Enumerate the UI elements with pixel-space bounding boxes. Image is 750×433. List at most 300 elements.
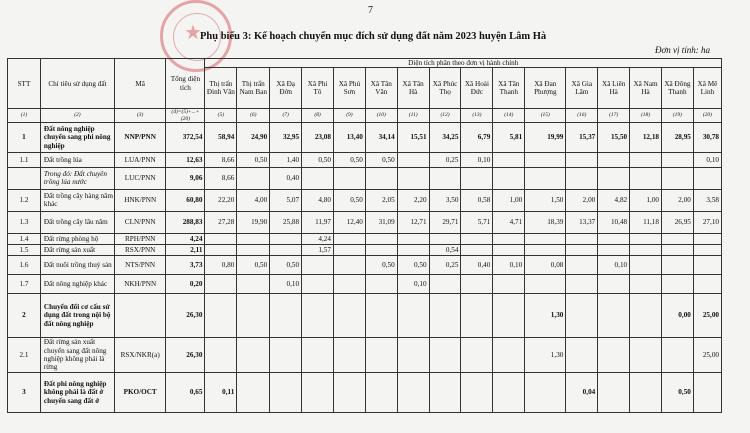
row-value: 11,97 bbox=[302, 211, 334, 233]
row-value bbox=[365, 293, 397, 337]
row-value bbox=[397, 372, 429, 412]
row-value: 0,10 bbox=[598, 255, 630, 274]
row-value bbox=[461, 274, 493, 293]
row-value: 29,71 bbox=[429, 211, 461, 233]
row-value bbox=[302, 293, 334, 337]
row-value bbox=[598, 167, 630, 189]
row-value bbox=[270, 233, 302, 244]
row-value: 0,50 bbox=[397, 255, 429, 274]
table-row bbox=[8, 167, 722, 189]
row-value bbox=[333, 244, 365, 255]
index-cell: (3) bbox=[114, 109, 165, 123]
header-unit: Xã Tân Thanh bbox=[493, 68, 525, 109]
row-value: 0,50 bbox=[662, 372, 694, 412]
row-value: 5,07 bbox=[270, 189, 302, 211]
index-cell: (14) bbox=[493, 109, 525, 123]
row-value bbox=[302, 337, 334, 372]
row-value bbox=[662, 167, 694, 189]
row-value bbox=[302, 255, 334, 274]
row-value bbox=[365, 274, 397, 293]
index-cell: (13) bbox=[461, 109, 493, 123]
table-row bbox=[8, 211, 722, 233]
row-value bbox=[598, 233, 630, 244]
table-row bbox=[8, 189, 722, 211]
row-value bbox=[662, 152, 694, 167]
index-cell: (7) bbox=[270, 109, 302, 123]
row-code: RPH/PNN bbox=[114, 233, 165, 244]
row-code: LUA/PNN bbox=[114, 152, 165, 167]
table-row bbox=[8, 372, 722, 412]
row-stt: 1.2 bbox=[8, 189, 41, 211]
row-name: Đất nông nghiệp khác bbox=[40, 274, 114, 293]
row-value: 8,66 bbox=[205, 152, 237, 167]
row-value bbox=[566, 337, 598, 372]
row-value: 34,14 bbox=[365, 122, 397, 152]
header-unit: Xã Đan Phượng bbox=[525, 68, 566, 109]
row-value: 2,20 bbox=[397, 189, 429, 211]
row-value: 58,94 bbox=[205, 122, 237, 152]
row-value: 0,04 bbox=[566, 372, 598, 412]
row-value bbox=[205, 293, 237, 337]
row-value: 31,09 bbox=[365, 211, 397, 233]
row-code: NTS/PNN bbox=[114, 255, 165, 274]
row-value: 22,20 bbox=[205, 189, 237, 211]
row-value bbox=[429, 293, 461, 337]
index-cell: (18) bbox=[630, 109, 662, 123]
row-value bbox=[493, 167, 525, 189]
row-value bbox=[237, 244, 270, 255]
row-name: Trong đó: Đất chuyên trồng lúa nước bbox=[40, 167, 114, 189]
row-value: 4,82 bbox=[598, 189, 630, 211]
row-value: 0,40 bbox=[270, 167, 302, 189]
row-value: 1,40 bbox=[270, 152, 302, 167]
row-value bbox=[566, 255, 598, 274]
header-unit: Xã Nam Hà bbox=[630, 68, 662, 109]
row-name: Đất trồng cây lâu năm bbox=[40, 211, 114, 233]
row-value bbox=[525, 233, 566, 244]
row-value bbox=[333, 293, 365, 337]
row-name: Đất rừng sản xuất chuyển sang đất nông nghiệp không phải là rừng bbox=[40, 337, 114, 372]
row-value: 0,08 bbox=[525, 255, 566, 274]
row-value bbox=[693, 274, 721, 293]
row-value bbox=[302, 167, 334, 189]
row-value bbox=[397, 293, 429, 337]
header-unit: Xã Mê Linh bbox=[693, 68, 721, 109]
row-value bbox=[525, 372, 566, 412]
document-title: Phụ biểu 3: Kế hoạch chuyển mục đích sử dụng đất năm 2023 huyện Lâm Hà bbox=[200, 31, 547, 42]
row-value: 0,50 bbox=[365, 255, 397, 274]
unit-label: Đơn vị tính: ha bbox=[654, 45, 710, 55]
index-cell: (17) bbox=[598, 109, 630, 123]
row-value bbox=[598, 337, 630, 372]
index-cell: (8) bbox=[302, 109, 334, 123]
row-value: 3,50 bbox=[429, 189, 461, 211]
row-value bbox=[630, 337, 662, 372]
row-value bbox=[205, 274, 237, 293]
row-value: 25,00 bbox=[693, 337, 721, 372]
row-name: Đất nuôi trồng thuỷ sản bbox=[40, 255, 114, 274]
index-cell: (11) bbox=[397, 109, 429, 123]
row-value: 0,25 bbox=[429, 152, 461, 167]
row-value bbox=[461, 293, 493, 337]
row-value: 10,48 bbox=[598, 211, 630, 233]
row-value: 26,95 bbox=[662, 211, 694, 233]
row-value bbox=[461, 372, 493, 412]
row-value bbox=[662, 255, 694, 274]
row-value: 2,00 bbox=[662, 189, 694, 211]
row-value: 1,00 bbox=[493, 189, 525, 211]
row-code: RSX/NKR(a) bbox=[114, 337, 165, 372]
table-row bbox=[8, 233, 722, 244]
row-value bbox=[237, 233, 270, 244]
row-value: 12,71 bbox=[397, 211, 429, 233]
row-name: Đất trồng lúa bbox=[40, 152, 114, 167]
row-value bbox=[598, 372, 630, 412]
row-value: 0,40 bbox=[461, 255, 493, 274]
row-value: 3,58 bbox=[693, 189, 721, 211]
row-value: 0,50 bbox=[333, 189, 365, 211]
row-stt: 1.4 bbox=[8, 233, 41, 244]
row-value bbox=[302, 372, 334, 412]
row-value bbox=[630, 274, 662, 293]
row-value: 0,10 bbox=[693, 152, 721, 167]
row-value bbox=[205, 337, 237, 372]
header-unit: Xã Phúc Thọ bbox=[429, 68, 461, 109]
header-indicator: Chỉ tiêu sử dụng đất bbox=[40, 59, 114, 109]
row-value bbox=[270, 293, 302, 337]
row-value: 0,25 bbox=[429, 255, 461, 274]
row-value: 32,95 bbox=[270, 122, 302, 152]
row-value bbox=[333, 167, 365, 189]
table-row bbox=[8, 337, 722, 372]
row-code bbox=[114, 293, 165, 337]
row-value: 0,00 bbox=[662, 293, 694, 337]
row-value bbox=[693, 167, 721, 189]
row-value bbox=[662, 244, 694, 255]
row-stt: 1.7 bbox=[8, 274, 41, 293]
row-total: 9,06 bbox=[166, 167, 205, 189]
row-total: 26,30 bbox=[166, 337, 205, 372]
row-code: PKO/OCT bbox=[114, 372, 165, 412]
row-value: 0,80 bbox=[205, 255, 237, 274]
row-stt: 3 bbox=[8, 372, 41, 412]
table-row bbox=[8, 122, 722, 152]
header-unit: Xã Hoài Đức bbox=[461, 68, 493, 109]
row-value bbox=[461, 337, 493, 372]
row-value bbox=[630, 372, 662, 412]
table-row bbox=[8, 244, 722, 255]
row-value bbox=[525, 152, 566, 167]
header-unit: Xã Liên Hà bbox=[598, 68, 630, 109]
index-cell: (12) bbox=[429, 109, 461, 123]
header-unit: Xã Đạ Đờn bbox=[270, 68, 302, 109]
row-value bbox=[461, 244, 493, 255]
row-value: 1,30 bbox=[525, 337, 566, 372]
row-value bbox=[333, 255, 365, 274]
row-value bbox=[493, 293, 525, 337]
row-value: 25,00 bbox=[693, 293, 721, 337]
row-value: 24,90 bbox=[237, 122, 270, 152]
row-total: 288,83 bbox=[166, 211, 205, 233]
row-value: 34,25 bbox=[429, 122, 461, 152]
row-value: 11,18 bbox=[630, 211, 662, 233]
row-total: 60,80 bbox=[166, 189, 205, 211]
row-value: 30,78 bbox=[693, 122, 721, 152]
row-value bbox=[270, 337, 302, 372]
row-name: Đất nông nghiệp chuyển sang phi nông nghiệp bbox=[40, 122, 114, 152]
row-value bbox=[630, 293, 662, 337]
header-group: Diện tích phân theo đơn vị hành chính bbox=[205, 59, 722, 68]
row-value: 1,30 bbox=[525, 293, 566, 337]
row-code: CLN/PNN bbox=[114, 211, 165, 233]
row-value bbox=[693, 244, 721, 255]
row-value bbox=[333, 337, 365, 372]
row-value bbox=[365, 372, 397, 412]
row-value bbox=[493, 337, 525, 372]
row-stt: 1.1 bbox=[8, 152, 41, 167]
row-value bbox=[397, 167, 429, 189]
row-stt: 2 bbox=[8, 293, 41, 337]
row-value: 0,54 bbox=[429, 244, 461, 255]
row-value bbox=[493, 152, 525, 167]
row-value bbox=[270, 244, 302, 255]
row-stt: 1 bbox=[8, 122, 41, 152]
row-value: 0,11 bbox=[205, 372, 237, 412]
row-value bbox=[566, 274, 598, 293]
row-value: 12,40 bbox=[333, 211, 365, 233]
row-value: 4,80 bbox=[302, 189, 334, 211]
row-value bbox=[205, 233, 237, 244]
row-value: 0,50 bbox=[237, 255, 270, 274]
row-value bbox=[237, 293, 270, 337]
row-value: 1,57 bbox=[302, 244, 334, 255]
row-value bbox=[429, 233, 461, 244]
row-value bbox=[693, 233, 721, 244]
header-stt: STT bbox=[8, 59, 41, 109]
row-value: 0,50 bbox=[302, 152, 334, 167]
row-value: 0,50 bbox=[365, 152, 397, 167]
row-value bbox=[598, 293, 630, 337]
table-row bbox=[8, 293, 722, 337]
row-value bbox=[598, 274, 630, 293]
row-value: 0,10 bbox=[270, 274, 302, 293]
row-value: 8,66 bbox=[205, 167, 237, 189]
row-value bbox=[333, 233, 365, 244]
row-value: 18,39 bbox=[525, 211, 566, 233]
header-unit: Xã Tân Văn bbox=[365, 68, 397, 109]
row-value: 27,28 bbox=[205, 211, 237, 233]
row-value bbox=[493, 274, 525, 293]
row-value bbox=[333, 274, 365, 293]
row-code: NKH/PNN bbox=[114, 274, 165, 293]
row-value: 19,90 bbox=[237, 211, 270, 233]
row-total: 12,63 bbox=[166, 152, 205, 167]
row-value: 0,10 bbox=[493, 255, 525, 274]
index-cell: (4)=(5)+...+(20) bbox=[166, 109, 205, 123]
row-value bbox=[429, 372, 461, 412]
row-value bbox=[270, 372, 302, 412]
row-value bbox=[397, 233, 429, 244]
row-value bbox=[693, 372, 721, 412]
land-use-table bbox=[7, 58, 722, 413]
row-value: 5,71 bbox=[461, 211, 493, 233]
index-cell: (16) bbox=[566, 109, 598, 123]
header-total: Tổng diện tích bbox=[166, 59, 205, 109]
row-name: Đất rừng phòng hộ bbox=[40, 233, 114, 244]
row-value bbox=[566, 244, 598, 255]
row-value: 15,50 bbox=[598, 122, 630, 152]
row-value bbox=[493, 244, 525, 255]
index-cell: (2) bbox=[40, 109, 114, 123]
header-unit: Xã Phi Tô bbox=[302, 68, 334, 109]
row-name: Chuyển đổi cơ cấu sử dụng đất trong nội bộ đất nông nghiệp bbox=[40, 293, 114, 337]
row-value bbox=[365, 244, 397, 255]
table-row bbox=[8, 255, 722, 274]
index-cell: (5) bbox=[205, 109, 237, 123]
row-value bbox=[365, 337, 397, 372]
row-value bbox=[566, 167, 598, 189]
header-row bbox=[8, 59, 722, 68]
row-total: 372,54 bbox=[166, 122, 205, 152]
row-value bbox=[630, 233, 662, 244]
row-total: 0,65 bbox=[166, 372, 205, 412]
row-value: 0,10 bbox=[461, 152, 493, 167]
row-value: 15,51 bbox=[397, 122, 429, 152]
row-value: 4,00 bbox=[237, 189, 270, 211]
index-cell: (10) bbox=[365, 109, 397, 123]
header-unit: Xã Tân Hà bbox=[397, 68, 429, 109]
row-code: RSX/PNN bbox=[114, 244, 165, 255]
row-stt: 2.1 bbox=[8, 337, 41, 372]
header-unit: Thị trấn Đinh Văn bbox=[205, 68, 237, 109]
row-value bbox=[630, 152, 662, 167]
row-value bbox=[429, 337, 461, 372]
row-value bbox=[630, 255, 662, 274]
row-value bbox=[598, 244, 630, 255]
row-value: 25,88 bbox=[270, 211, 302, 233]
index-cell: (1) bbox=[8, 109, 41, 123]
row-value bbox=[333, 372, 365, 412]
row-value: 2,05 bbox=[365, 189, 397, 211]
row-value: 13,40 bbox=[333, 122, 365, 152]
row-value: 2,00 bbox=[566, 189, 598, 211]
row-value bbox=[693, 255, 721, 274]
row-value: 0,10 bbox=[397, 274, 429, 293]
row-value bbox=[662, 337, 694, 372]
table-row bbox=[8, 274, 722, 293]
row-value bbox=[525, 244, 566, 255]
index-cell: (6) bbox=[237, 109, 270, 123]
row-value bbox=[237, 337, 270, 372]
row-value bbox=[397, 152, 429, 167]
row-value bbox=[237, 167, 270, 189]
row-total: 4,24 bbox=[166, 233, 205, 244]
index-cell: (9) bbox=[333, 109, 365, 123]
row-value bbox=[566, 293, 598, 337]
row-value: 19,99 bbox=[525, 122, 566, 152]
row-value: 0,50 bbox=[270, 255, 302, 274]
row-name: Đất rừng sản xuất bbox=[40, 244, 114, 255]
row-value: 15,37 bbox=[566, 122, 598, 152]
row-value bbox=[662, 274, 694, 293]
row-value: 27,10 bbox=[693, 211, 721, 233]
row-value bbox=[237, 372, 270, 412]
row-value bbox=[566, 152, 598, 167]
row-value: 1,50 bbox=[525, 189, 566, 211]
row-stt: 1.5 bbox=[8, 244, 41, 255]
row-name: Đất trồng cây hàng năm khác bbox=[40, 189, 114, 211]
row-value bbox=[461, 167, 493, 189]
row-value: 0,58 bbox=[461, 189, 493, 211]
row-code: LUC/PNN bbox=[114, 167, 165, 189]
header-unit: Thị trấn Nam Ban bbox=[237, 68, 270, 109]
row-value bbox=[630, 244, 662, 255]
row-value bbox=[493, 372, 525, 412]
row-value: 28,95 bbox=[662, 122, 694, 152]
row-value bbox=[237, 274, 270, 293]
header-unit: Xã Gia Lâm bbox=[566, 68, 598, 109]
row-total: 2,11 bbox=[166, 244, 205, 255]
row-value bbox=[566, 233, 598, 244]
index-cell: (20) bbox=[693, 109, 721, 123]
row-stt: 1.6 bbox=[8, 255, 41, 274]
header-code: Mã bbox=[114, 59, 165, 109]
row-name: Đất phi nông nghiệp không phải là đất ở chuyển sang đất ở bbox=[40, 372, 114, 412]
row-total: 0,20 bbox=[166, 274, 205, 293]
row-value bbox=[525, 274, 566, 293]
row-code: HNK/PNN bbox=[114, 189, 165, 211]
page-number: 7 bbox=[368, 5, 373, 16]
row-value bbox=[662, 233, 694, 244]
row-value: 0,50 bbox=[333, 152, 365, 167]
row-total: 26,30 bbox=[166, 293, 205, 337]
row-total: 3,73 bbox=[166, 255, 205, 274]
row-stt bbox=[8, 167, 41, 189]
row-value bbox=[429, 274, 461, 293]
index-cell: (15) bbox=[525, 109, 566, 123]
row-value bbox=[365, 233, 397, 244]
table-row bbox=[8, 152, 722, 167]
header-unit: Xã Phú Sơn bbox=[333, 68, 365, 109]
row-value: 12,18 bbox=[630, 122, 662, 152]
row-value: 1,00 bbox=[630, 189, 662, 211]
row-value bbox=[630, 167, 662, 189]
seal-star-icon: ★ bbox=[184, 22, 202, 44]
row-value bbox=[461, 233, 493, 244]
index-cell: (19) bbox=[662, 109, 694, 123]
row-value: 23,08 bbox=[302, 122, 334, 152]
row-value bbox=[493, 233, 525, 244]
row-value bbox=[397, 337, 429, 372]
row-value: 4,24 bbox=[302, 233, 334, 244]
row-value bbox=[302, 274, 334, 293]
row-stt: 1.3 bbox=[8, 211, 41, 233]
row-value: 6,79 bbox=[461, 122, 493, 152]
row-value: 13,37 bbox=[566, 211, 598, 233]
row-value bbox=[365, 167, 397, 189]
row-value bbox=[429, 167, 461, 189]
row-value: 4,71 bbox=[493, 211, 525, 233]
row-value bbox=[598, 152, 630, 167]
row-value: 5,81 bbox=[493, 122, 525, 152]
row-value bbox=[397, 244, 429, 255]
row-value bbox=[205, 244, 237, 255]
row-code: NNP/PNN bbox=[114, 122, 165, 152]
header-unit: Xã Đông Thanh bbox=[662, 68, 694, 109]
index-row bbox=[8, 109, 722, 123]
row-value: 0,50 bbox=[237, 152, 270, 167]
row-value bbox=[525, 167, 566, 189]
